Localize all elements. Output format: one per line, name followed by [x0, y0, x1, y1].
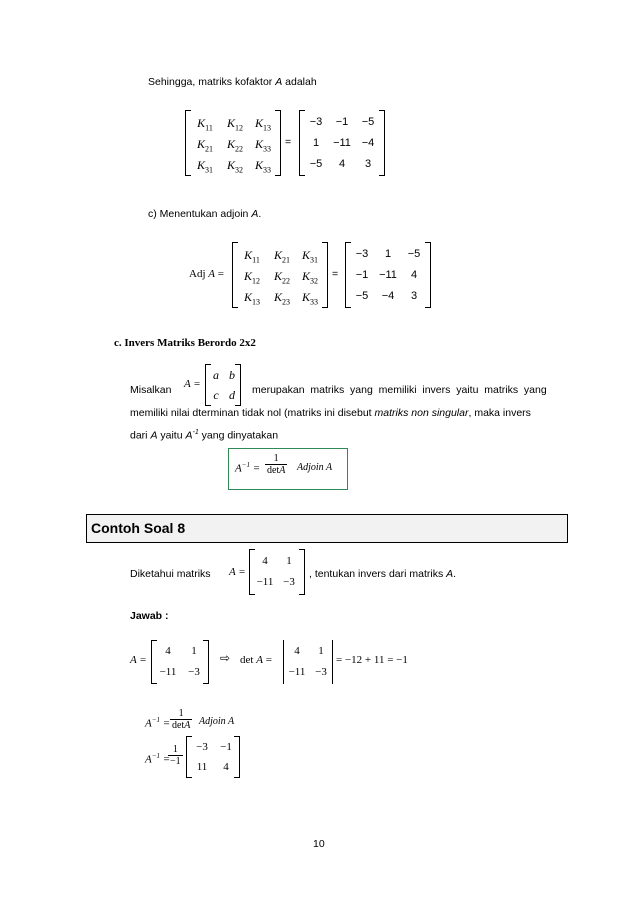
matrix-a-label: A = [229, 566, 246, 578]
equals-sign: = [332, 268, 339, 280]
example-header: Contoh Soal 8 [86, 514, 568, 543]
det-result: = −12 + 11 = −1 [336, 654, 408, 666]
cofactor-intro: Sehingga, matriks kofaktor A adalah [148, 76, 317, 88]
adjoin-k-matrix: $K_{11}$ $K_{21}$ $K_{31}$ $K_{12}$ $K_{22}$ $K_{32}$ $K_{13}$ $K_{23}$ $K_{33}$ [232, 242, 328, 308]
inverse-lhs: $A^{-1}$ = [145, 752, 171, 766]
question-text-b: , tentukan invers dari matriks A. [309, 568, 457, 580]
paragraph-line-2: memiliki nilai dterminan tidak nol (matriks ini disebut matriks non singular, maka invers [130, 407, 531, 419]
section-heading: c. Invers Matriks Berordo 2x2 [114, 337, 256, 349]
abcd-matrix: a b c d [205, 364, 241, 406]
cofactor-k-matrix: $K_{11}$ $K_{12}$ $K_{13}$ $K_{21}$ $K_{22}$ $K_{33}$ $K_{31}$ $K_{32}$ $K_{33}$ [185, 110, 281, 176]
misalkan-label: Misalkan [130, 384, 172, 396]
det-matrix: 4 1 −11 −3 [283, 640, 333, 684]
paragraph-line-1: merupakan matriks yang memiliki invers yaitu matriks yang [252, 384, 547, 396]
det-label: det A = [240, 654, 272, 666]
question-matrix: 4 1 −11 −3 [249, 549, 305, 595]
implies-arrow-icon: ⇨ [220, 651, 231, 665]
adjoin-value-matrix: −3 1 −5 −1 −11 4 −5 −4 3 [345, 242, 431, 308]
adjoin-title: c) Menentukan adjoin A. [148, 208, 262, 220]
paragraph-line-3: dari A yaitu $A^{-1}$ yang dinyatakan [130, 429, 279, 442]
adjoin-term: Adjoin A [199, 716, 235, 727]
equals-sign: = [285, 136, 292, 148]
neg-one-fraction: 1 −1 [170, 744, 181, 767]
adj-label: Adj A = [189, 268, 224, 280]
formula-box: $A^{-1}$ = 1 detA Adjoin A [228, 448, 348, 490]
matrix-a-label: A = [184, 378, 201, 390]
cofactor-value-matrix: −3 −1 −5 1 −11 −4 −5 4 3 [299, 110, 385, 176]
inverse-lhs: $A^{-1}$ = [145, 716, 171, 730]
page-number: 10 [313, 838, 325, 850]
question-text-a: Diketahui matriks [130, 568, 211, 580]
adj-result-matrix: −3 −1 11 4 [186, 736, 240, 778]
answer-matrix: 4 1 −11 −3 [151, 640, 209, 684]
jawab-label: Jawab : [130, 610, 169, 622]
inverse-fraction: 1 detA [172, 708, 191, 731]
matrix-a-label: A = [130, 654, 147, 666]
